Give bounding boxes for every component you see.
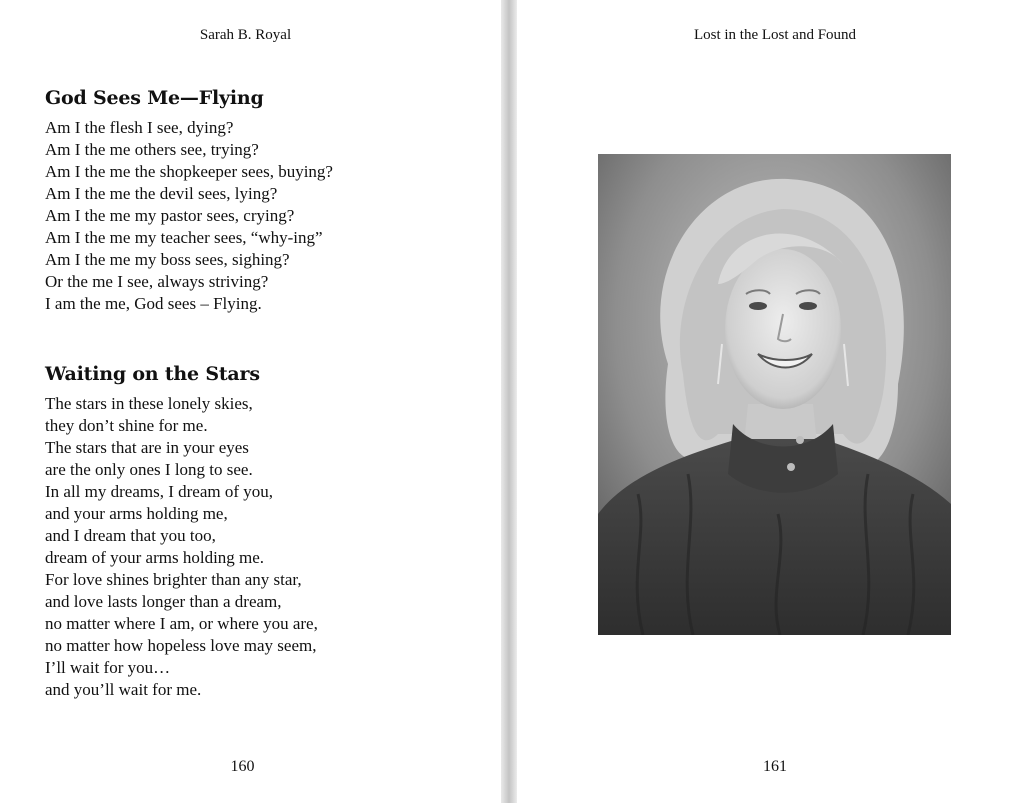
- poem-line: I am the me, God sees – Flying.: [45, 294, 262, 313]
- poem-lines: [45, 117, 485, 315]
- portrait-photo: [598, 154, 951, 635]
- poem-god-sees-me: [45, 87, 485, 315]
- running-head-title: Lost in the Lost and Found: [693, 27, 857, 43]
- poem-line: Am I the me the shopkeeper sees, buying?: [45, 162, 333, 181]
- poem-line: The stars that are in your eyes: [45, 438, 249, 457]
- book-gutter: [501, 0, 517, 803]
- poem-lines: [45, 393, 485, 701]
- poem-waiting-on-the-stars: [45, 363, 485, 701]
- poem-line: Am I the me others see, trying?: [45, 140, 259, 159]
- poem-line: and you’ll wait for me.: [45, 680, 202, 699]
- poem-line: Am I the me my boss sees, sighing?: [45, 250, 290, 269]
- poem-line: and I dream that you too,: [45, 526, 216, 545]
- poem-line: Or the me I see, always striving?: [45, 272, 269, 291]
- poem-line: and your arms holding me,: [45, 504, 228, 523]
- poem-title: God Sees Me—Flying: [45, 87, 264, 109]
- poem-line: Am I the me the devil sees, lying?: [45, 184, 278, 203]
- poem-line: and love lasts longer than a dream,: [45, 592, 282, 611]
- poem-line: no matter where I am, or where you are,: [45, 614, 318, 633]
- poem-line: In all my dreams, I dream of you,: [45, 482, 274, 501]
- running-head-author: Sarah B. Royal: [199, 27, 292, 43]
- poem-title: Waiting on the Stars: [45, 363, 260, 385]
- portrait-illustration: [598, 154, 951, 635]
- poem-line: dream of your arms holding me.: [45, 548, 265, 567]
- left-page: [0, 0, 501, 803]
- right-page: [517, 0, 1023, 803]
- poem-line: Am I the me my teacher sees, “why-ing”: [45, 228, 323, 247]
- poem-line: no matter how hopeless love may seem,: [45, 636, 317, 655]
- poem-line: I’ll wait for you…: [45, 658, 171, 677]
- poem-line: they don’t shine for me.: [45, 416, 208, 435]
- page-number: 161: [763, 758, 787, 775]
- poem-line: Am I the flesh I see, dying?: [45, 118, 234, 137]
- poem-line: For love shines brighter than any star,: [45, 570, 302, 589]
- poem-line: The stars in these lonely skies,: [45, 394, 253, 413]
- poem-line: are the only ones I long to see.: [45, 460, 253, 479]
- page-number: 160: [230, 758, 255, 775]
- poem-line: Am I the me my pastor sees, crying?: [45, 206, 295, 225]
